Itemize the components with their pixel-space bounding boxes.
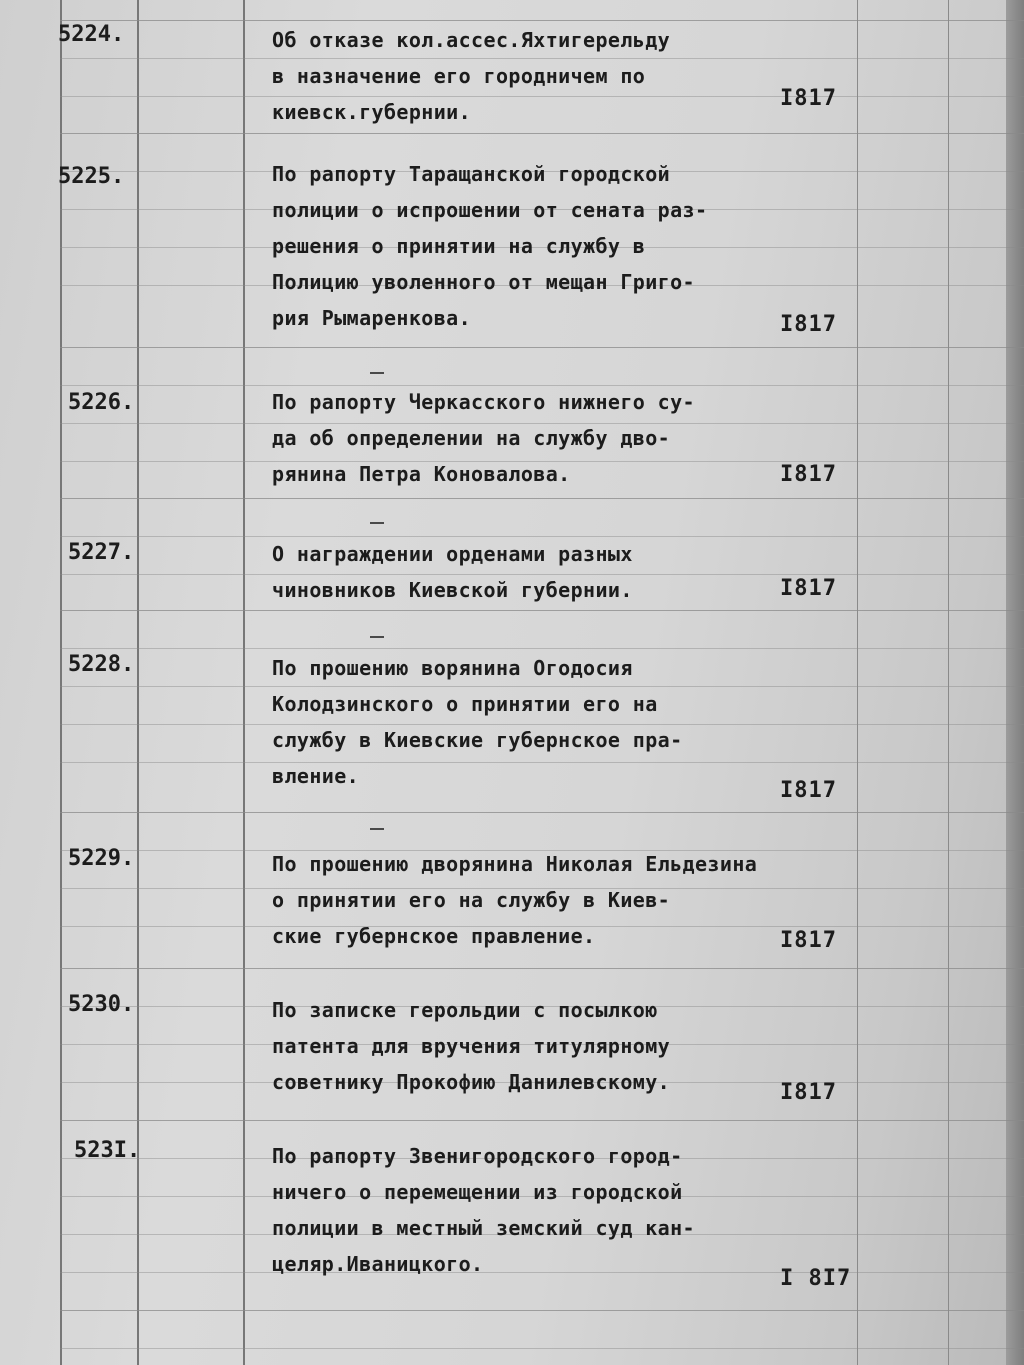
entry-separator-dash [370,636,384,638]
entry-number: 5230. [68,992,135,1017]
entry-text-line: рянина Петра Коновалова. [272,462,571,486]
entry-year: I817 [780,778,837,803]
entry-description [272,536,772,608]
entry-number: 523I. [74,1138,141,1163]
entry-text-line: О награждении орденами разных [272,542,633,566]
column-rule-left [60,0,62,1365]
entry-text-line: По записке герольдии с посылкою [272,998,658,1022]
ruled-line [60,1120,1024,1121]
entry-separator-dash [370,372,384,374]
entry-text-line: вление. [272,764,360,788]
entry-text-line: службу в Киевские губернское пра- [272,728,683,752]
column-rule-year [857,0,858,1365]
column-rule-extra [948,0,949,1365]
entry-description [272,156,772,336]
ruled-line [60,498,1024,499]
entry-text-line: По прошению ворянина Огодосия [272,656,633,680]
ruled-line [60,20,1024,21]
entry-year: I817 [780,928,837,953]
entry-year: I817 [780,86,837,111]
entry-text-line: советнику Прокофию Данилевскому. [272,1070,671,1094]
ruled-line [60,133,1024,134]
entry-separator-dash [370,828,384,830]
entry-year: I 8I7 [780,1266,852,1291]
entry-number: 5229. [68,846,135,871]
entry-text-line: Колодзинского о принятии его на [272,692,658,716]
ruled-line [60,347,1024,348]
entry-description [272,384,772,492]
entry-separator-dash [370,522,384,524]
entry-number: 5228. [68,652,135,677]
entry-text-line: По рапорту Звенигородского город- [272,1144,683,1168]
entry-year: I817 [780,462,837,487]
page-edge [1006,0,1024,1365]
entry-description [272,1138,772,1282]
entry-text-line: ничего о перемещении из городской [272,1180,683,1204]
ruled-line [60,1348,1024,1349]
entry-text-line: о принятии его на службу в Киев- [272,888,671,912]
entry-text-line: в назначение его городничем по [272,64,646,88]
ruled-line [60,812,1024,813]
entry-text-line: По рапорту Черкасского нижнего су- [272,390,695,414]
ruled-line [60,1310,1024,1311]
entry-text-line: решения о принятии на службу в [272,234,646,258]
entry-description [272,992,772,1100]
entry-text-line: Об отказе кол.ассес.Яхтигерельду [272,28,671,52]
entry-description [272,22,772,130]
ruled-line [60,968,1024,969]
entry-year: I817 [780,312,837,337]
column-rule-title [243,0,245,1365]
entry-text-line: целяр.Иваницкого. [272,1252,484,1276]
entry-text-line: ские губернское правление. [272,924,596,948]
entry-text-line: полиции о испрошении от сената раз- [272,198,708,222]
entry-text-line: киевск.губернии. [272,100,472,124]
entry-text-line: Полицию уволенного от мещан Григо- [272,270,695,294]
entry-number: 5225. [58,164,125,189]
entry-year: I817 [780,576,837,601]
entry-text-line: да об определении на службу дво- [272,426,671,450]
entry-description [272,846,772,954]
entry-year: I817 [780,1080,837,1105]
entry-text-line: чиновников Киевской губернии. [272,578,633,602]
entry-description [272,650,772,794]
entry-number: 5227. [68,540,135,565]
entry-text-line: По рапорту Таращанской городской [272,162,671,186]
entry-number: 5224. [58,22,125,47]
entry-text-line: рия Рымаренкова. [272,306,472,330]
entry-text-line: По прошению дворянина Николая Ельдезина [272,852,758,876]
ruled-line [60,648,1024,649]
entry-text-line: полиции в местный земский суд кан- [272,1216,695,1240]
entry-number: 5226. [68,390,135,415]
ruled-line [60,610,1024,611]
entry-text-line: патента для вручения титулярному [272,1034,671,1058]
